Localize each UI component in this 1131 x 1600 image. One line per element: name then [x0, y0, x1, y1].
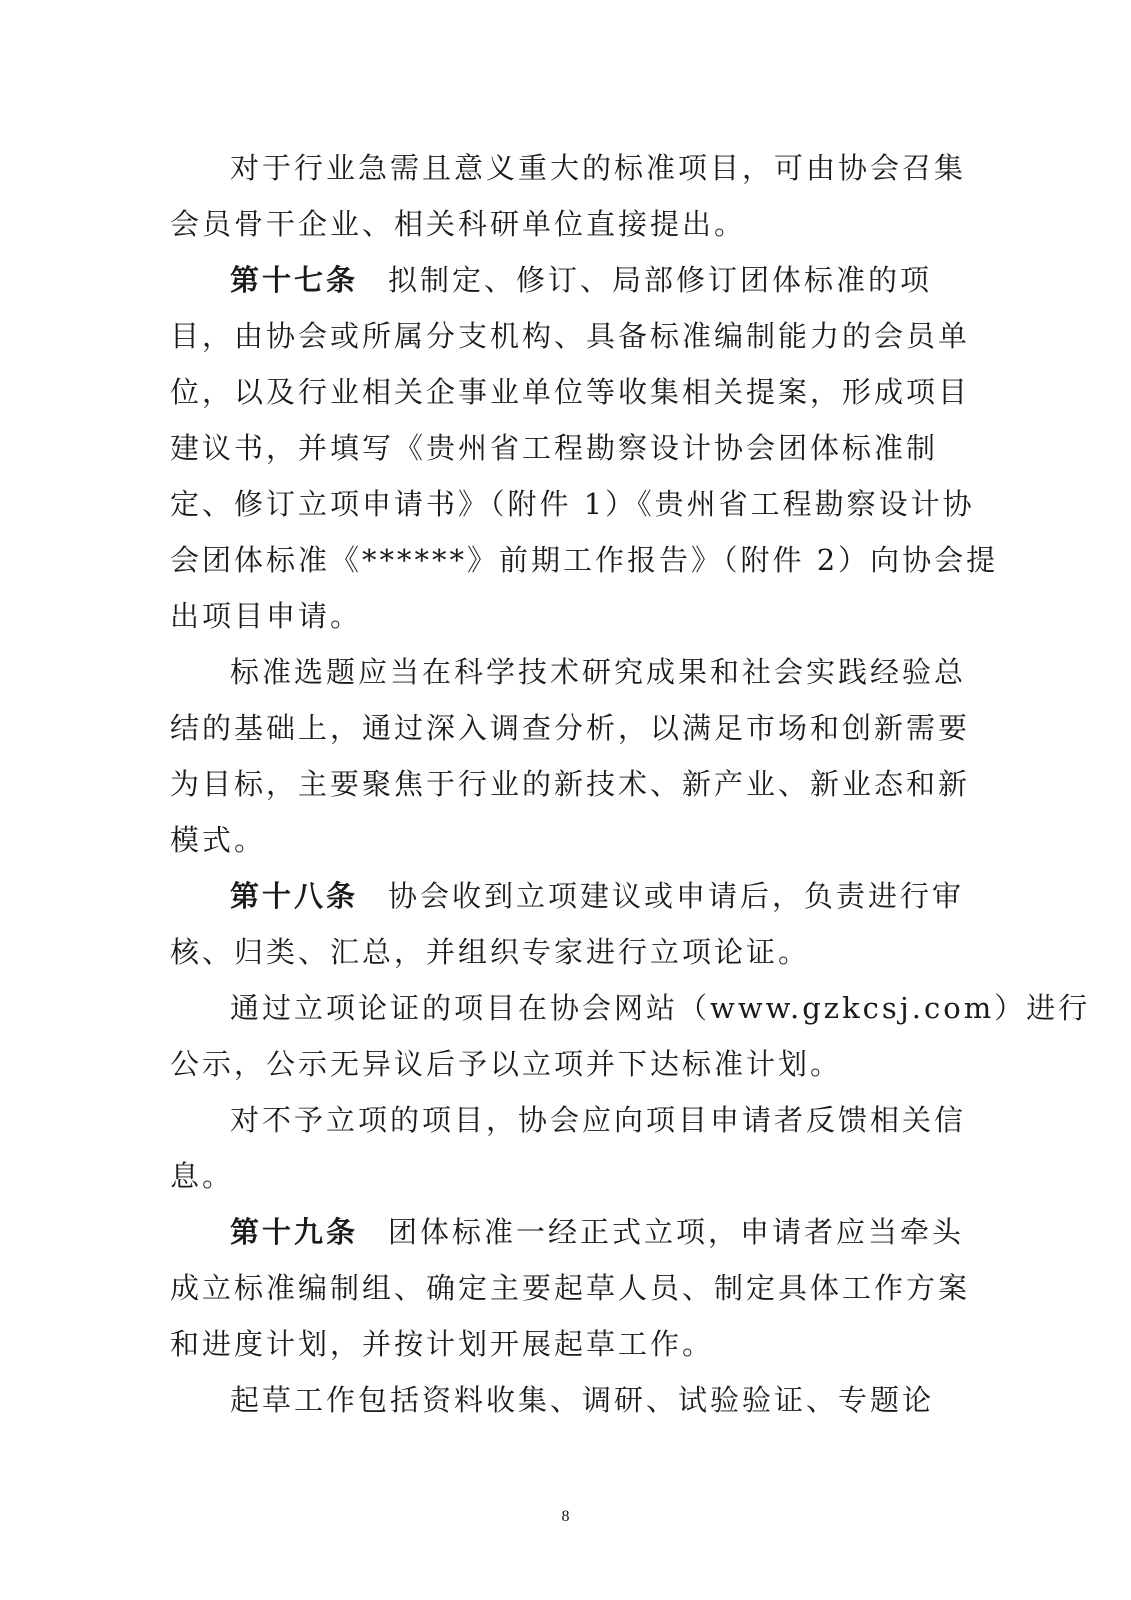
article-19-line: [170, 1204, 965, 1260]
text-line: 成立标准编制组、确定主要起草人员、制定具体工作方案: [170, 1271, 971, 1305]
text-line: 位，以及行业相关企事业单位等收集相关提案，形成项目: [170, 375, 971, 409]
text-line: 目，由协会或所属分支机构、具备标准编制能力的会员单: [170, 319, 971, 353]
page-number: 8: [561, 1508, 570, 1525]
text-line: 会员骨干企业、相关科研单位直接提出。: [170, 207, 747, 241]
text-line: 模式。: [170, 823, 267, 857]
text-line: 拟制定、修订、局部修订团体标准的项: [388, 263, 933, 297]
body-text: [170, 140, 1091, 1428]
text-line: 团体标准一经正式立项，申请者应当牵头: [388, 1215, 965, 1249]
text-line: 通过立项论证的项目在协会网站（www.gzkcsj.com）进行: [230, 991, 1091, 1025]
text-line: 核、归类、汇总，并组织专家进行立项论证。: [170, 935, 811, 969]
text-line: 对于行业急需且意义重大的标准项目，可由协会召集: [230, 151, 967, 185]
text-line: 结的基础上，通过深入调查分析，以满足市场和创新需要: [170, 711, 971, 745]
article-18-label: 第十八条: [230, 879, 359, 913]
text-line: 起草工作包括资料收集、调研、试验验证、专题论: [230, 1383, 935, 1417]
text-line: 出项目申请。: [170, 599, 363, 633]
text-line: 建议书，并填写《贵州省工程勘察设计协会团体标准制: [170, 431, 939, 465]
text-line: 定、修订立项申请书》（附件 1）《贵州省工程勘察设计协: [170, 487, 975, 521]
text-line: 公示，公示无异议后予以立项并下达标准计划。: [170, 1047, 843, 1081]
text-line: 会团体标准《******》前期工作报告》（附件 2）向协会提: [170, 543, 999, 577]
article-18-line: [170, 868, 965, 924]
article-19-label: 第十九条: [230, 1215, 359, 1249]
text-line: 协会收到立项建议或申请后，负责进行审: [388, 879, 965, 913]
text-line: 息。: [170, 1159, 235, 1193]
text-line: 为目标，主要聚焦于行业的新技术、新产业、新业态和新: [170, 767, 971, 801]
text-line: 对不予立项的项目，协会应向项目申请者反馈相关信: [230, 1103, 967, 1137]
text-line: 标准选题应当在科学技术研究成果和社会实践经验总: [230, 655, 967, 689]
article-17-line: [170, 252, 945, 308]
article-17-label: 第十七条: [230, 263, 359, 297]
text-line: 和进度计划，并按计划开展起草工作。: [170, 1327, 715, 1361]
